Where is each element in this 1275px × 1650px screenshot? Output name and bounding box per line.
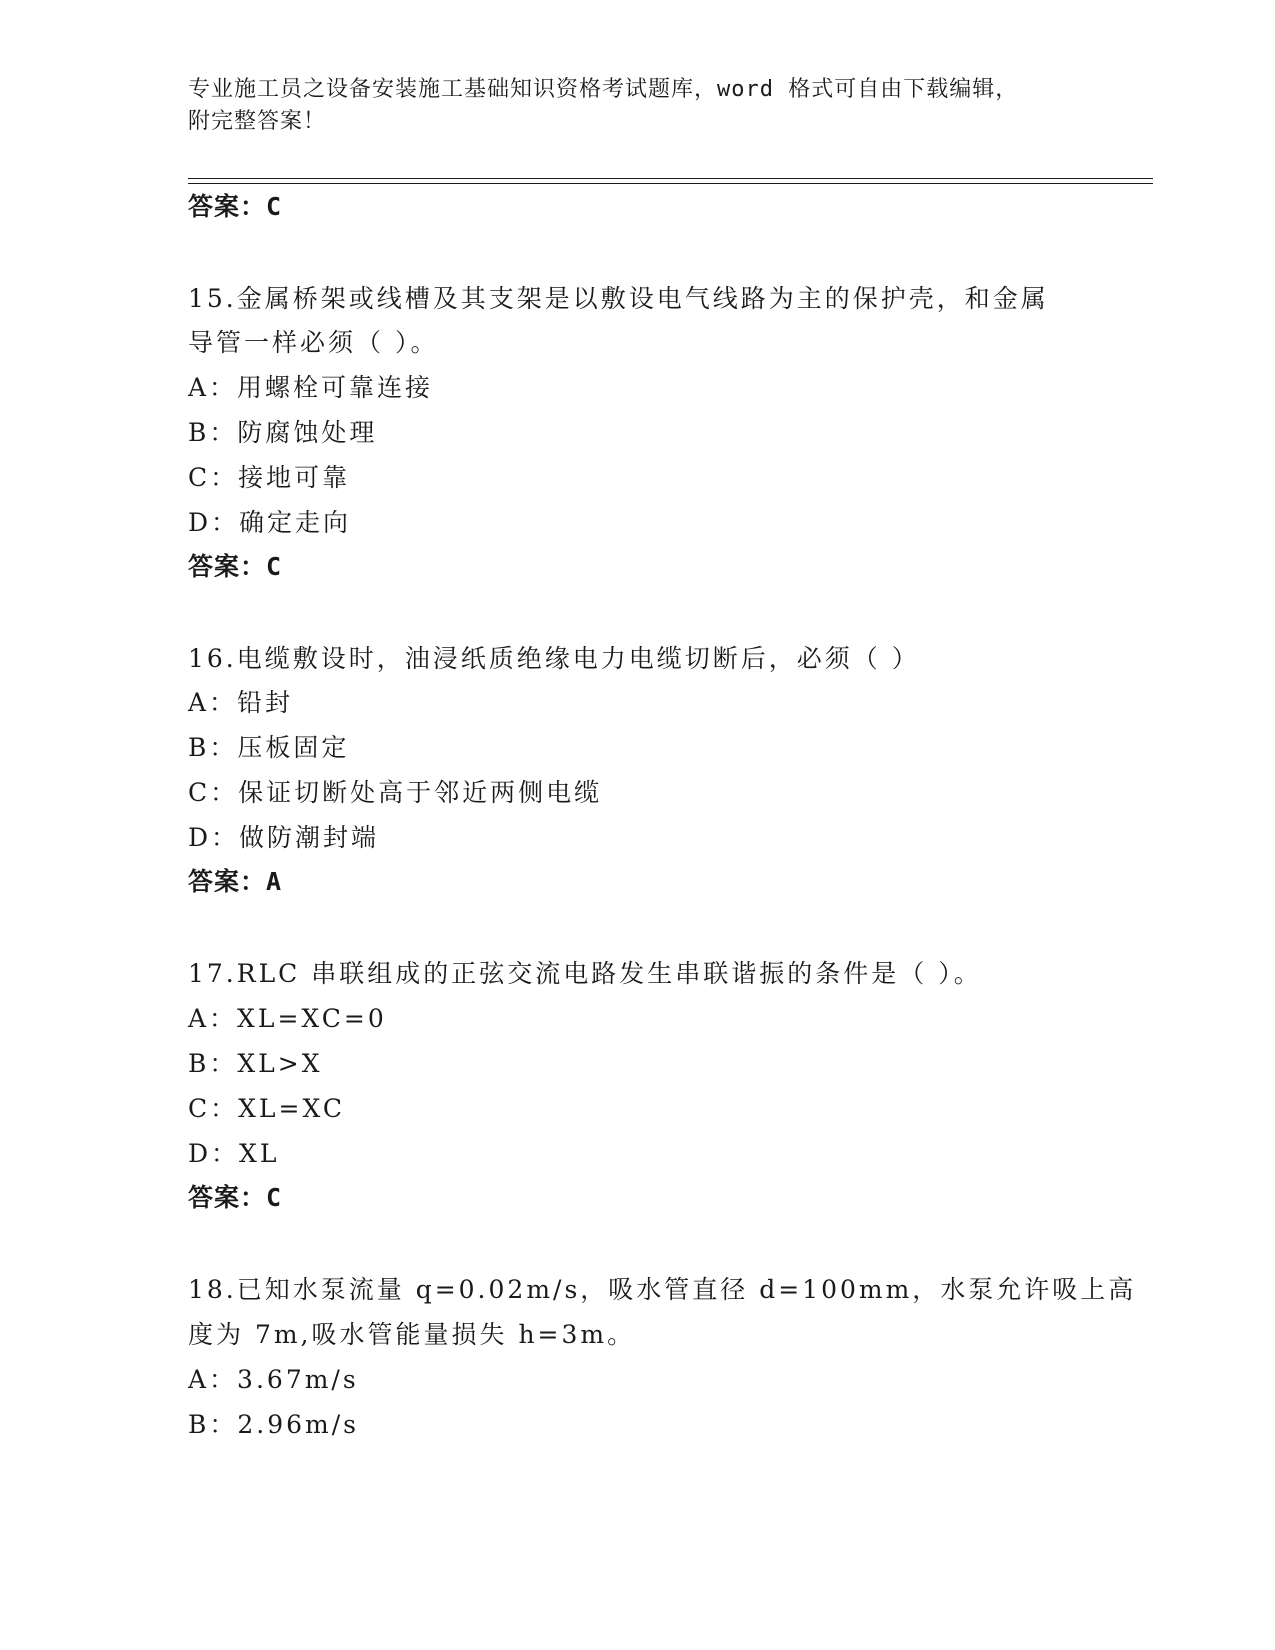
- question-stem: 18.已知水泵流量 q=0.02m/s，吸水管直径 d=100mm，水泵允许吸上高: [188, 1275, 1137, 1304]
- header-divider-bottom: [188, 183, 1153, 184]
- option-a: A：用螺栓可靠连接: [188, 373, 434, 402]
- header-divider-top: [188, 178, 1153, 179]
- header-line-1: 专业施工员之设备安装施工基础知识资格考试题库，word 格式可自由下载编辑，: [188, 77, 1019, 102]
- option-a: A：3.67m/s: [188, 1365, 359, 1394]
- option-c: C：保证切断处高于邻近两侧电缆: [188, 778, 603, 807]
- option-d: D：XL: [188, 1139, 280, 1168]
- option-b: B：压板固定: [188, 733, 350, 762]
- question-stem: 15.金属桥架或线槽及其支架是以敷设电气线路为主的保护壳，和金属: [188, 284, 1049, 313]
- question-stem: 17.RLC 串联组成的正弦交流电路发生串联谐振的条件是（ ）。: [188, 959, 982, 988]
- option-b: B：2.96m/s: [188, 1410, 359, 1439]
- question-stem: 度为 7m,吸水管能量损失 h=3m。: [188, 1320, 636, 1349]
- option-b: B：XL>X: [188, 1049, 323, 1078]
- option-b: B：防腐蚀处理: [188, 418, 378, 447]
- option-a: A：XL=XC=0: [188, 1004, 387, 1033]
- option-c: C：接地可靠: [188, 463, 351, 492]
- answer: 答案：C: [188, 1183, 283, 1212]
- option-a: A：铅封: [188, 688, 294, 717]
- question-stem: 16.电缆敷设时，油浸纸质绝缘电力电缆切断后，必须（ ）: [188, 644, 920, 673]
- header-line-2: 附完整答案！: [188, 109, 327, 134]
- answer: 答案：C: [188, 552, 283, 581]
- option-d: D：做防潮封端: [188, 823, 380, 852]
- answer: 答案：A: [188, 867, 283, 896]
- option-d: D：确定走向: [188, 508, 352, 537]
- option-c: C：XL=XC: [188, 1094, 345, 1123]
- previous-answer: 答案：C: [188, 192, 283, 221]
- question-stem: 导管一样必须（ ）。: [188, 328, 439, 357]
- document-header: [188, 74, 1088, 138]
